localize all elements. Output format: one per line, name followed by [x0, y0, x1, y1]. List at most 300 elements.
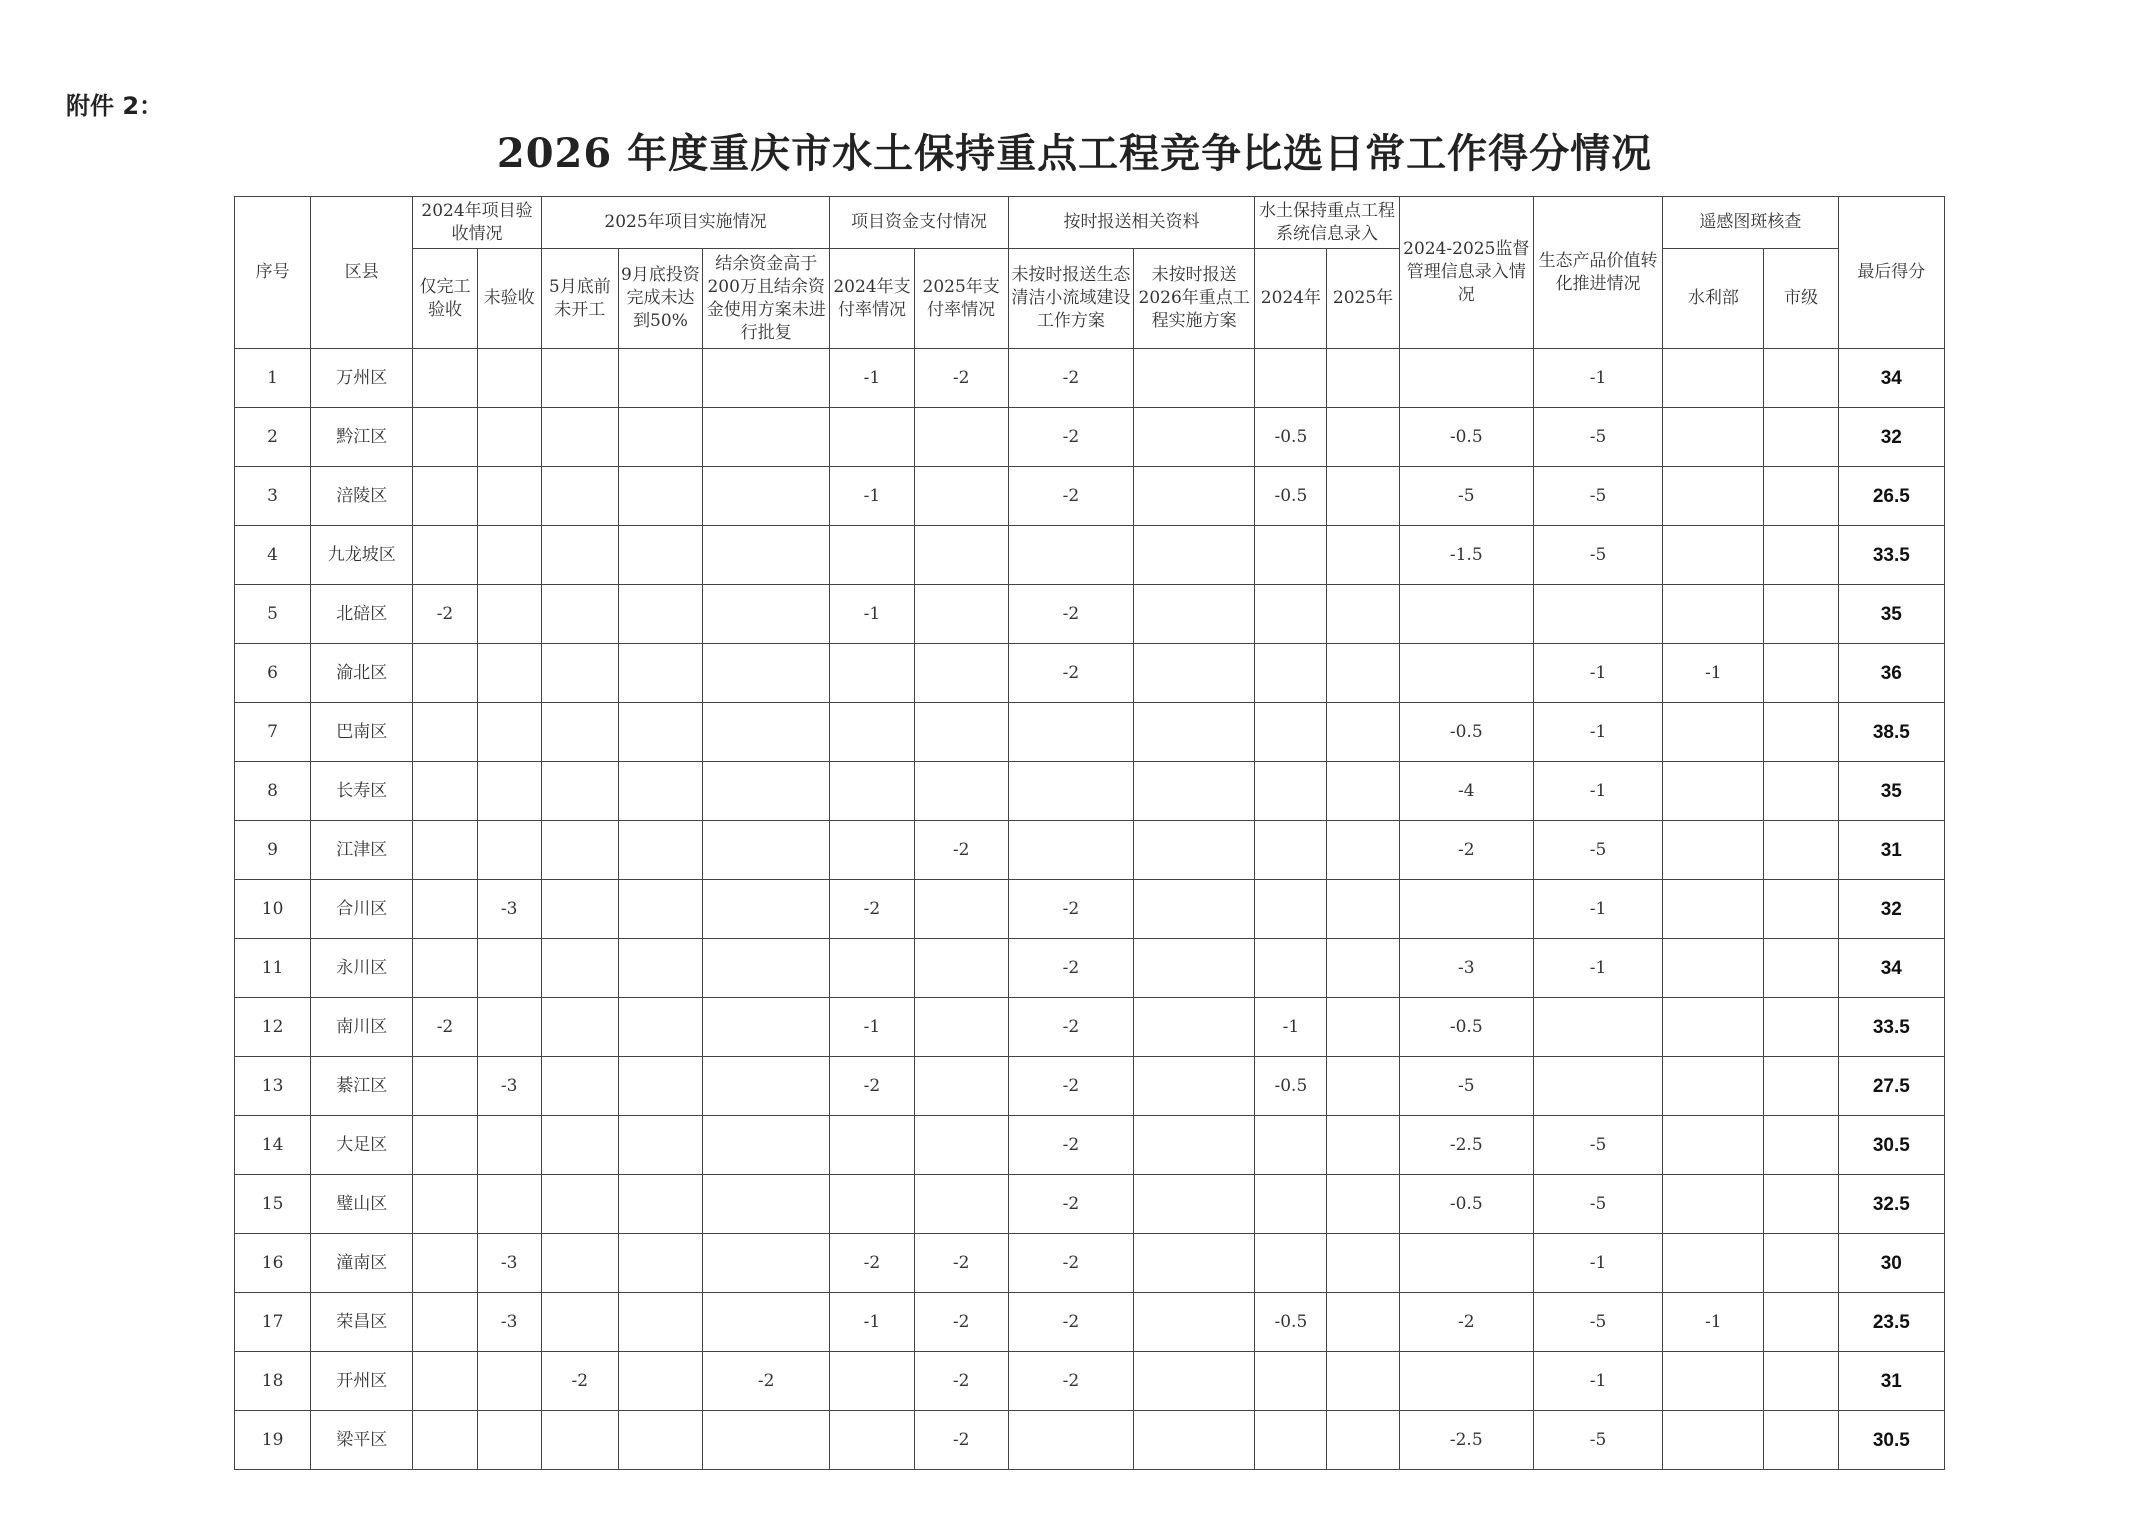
score-cell	[1134, 1057, 1255, 1116]
score-cell	[1327, 939, 1399, 998]
table-row	[235, 408, 1945, 467]
final-score-cell: 32	[1838, 880, 1944, 939]
score-cell	[1327, 1293, 1399, 1352]
score-cell	[1255, 349, 1327, 408]
score-cell	[1663, 585, 1764, 644]
score-cell	[1134, 762, 1255, 821]
score-cell	[477, 349, 541, 408]
score-cell: -5	[1533, 526, 1662, 585]
score-cell	[914, 1175, 1008, 1234]
table-row	[235, 703, 1945, 762]
score-cell: -5	[1533, 1175, 1662, 1234]
score-cell	[1255, 703, 1327, 762]
district-cell: 大足区	[311, 1116, 413, 1175]
score-cell	[1399, 349, 1533, 408]
score-cell	[1134, 1352, 1255, 1411]
score-cell	[830, 526, 914, 585]
score-cell	[1764, 408, 1838, 467]
score-cell	[914, 880, 1008, 939]
score-cell	[413, 526, 477, 585]
score-cell	[1533, 1057, 1662, 1116]
score-cell	[1764, 880, 1838, 939]
table-row	[235, 1293, 1945, 1352]
score-cell	[1008, 762, 1133, 821]
header-sys-2024: 2024年	[1255, 249, 1327, 349]
score-cell	[1255, 762, 1327, 821]
score-cell	[541, 526, 618, 585]
score-cell	[477, 1352, 541, 1411]
score-cell	[914, 408, 1008, 467]
score-cell	[1327, 585, 1399, 644]
score-cell: -0.5	[1399, 408, 1533, 467]
district-cell: 璧山区	[311, 1175, 413, 1234]
score-cell: -1	[830, 467, 914, 526]
score-cell: -2	[1008, 998, 1133, 1057]
district-cell: 黔江区	[311, 408, 413, 467]
final-score-cell: 23.5	[1838, 1293, 1944, 1352]
score-cell	[541, 939, 618, 998]
score-cell	[1134, 349, 1255, 408]
score-cell	[703, 349, 830, 408]
score-cell: -0.5	[1255, 1293, 1327, 1352]
score-cell: -1	[1255, 998, 1327, 1057]
score-cell	[1399, 585, 1533, 644]
header-completed-only: 仅完工验收	[413, 249, 477, 349]
score-cell	[477, 762, 541, 821]
score-cell	[1134, 1175, 1255, 1234]
score-cell: -1	[830, 1293, 914, 1352]
score-cell	[1327, 408, 1399, 467]
score-cell: -1	[1663, 644, 1764, 703]
header-supervision-entry: 2024-2025监督管理信息录入情况	[1399, 197, 1533, 349]
score-cell	[1255, 821, 1327, 880]
final-score-cell: 30.5	[1838, 1116, 1944, 1175]
score-cell	[1663, 762, 1764, 821]
score-cell	[1327, 1234, 1399, 1293]
score-cell	[618, 1411, 702, 1470]
header-surplus-funds: 结余资金高于200万且结余资金使用方案未进行批复	[703, 249, 830, 349]
score-cell	[413, 762, 477, 821]
score-cell: -3	[477, 880, 541, 939]
score-cell	[1663, 1175, 1764, 1234]
score-cell: -2	[914, 349, 1008, 408]
score-cell	[1399, 1352, 1533, 1411]
header-pay-2024: 2024年支付率情况	[830, 249, 914, 349]
district-cell: 涪陵区	[311, 467, 413, 526]
district-cell: 开州区	[311, 1352, 413, 1411]
final-score-cell: 31	[1838, 1352, 1944, 1411]
score-cell: -2.5	[1399, 1411, 1533, 1470]
final-score-cell: 30	[1838, 1234, 1944, 1293]
score-cell	[1764, 585, 1838, 644]
score-cell	[1764, 467, 1838, 526]
score-cell: -5	[1533, 821, 1662, 880]
district-cell: 北碚区	[311, 585, 413, 644]
score-cell: -5	[1399, 467, 1533, 526]
score-cell	[1764, 821, 1838, 880]
score-cell	[703, 408, 830, 467]
score-cell	[703, 880, 830, 939]
score-cell	[1255, 1411, 1327, 1470]
score-cell	[477, 998, 541, 1057]
table-row	[235, 762, 1945, 821]
score-cell: -2	[1008, 1057, 1133, 1116]
score-cell	[413, 1293, 477, 1352]
score-cell	[830, 644, 914, 703]
score-cell	[1663, 408, 1764, 467]
final-score-cell: 32	[1838, 408, 1944, 467]
score-cell: -2	[1008, 467, 1133, 526]
score-cell: -1	[1533, 939, 1662, 998]
seq-cell: 6	[235, 644, 311, 703]
district-cell: 潼南区	[311, 1234, 413, 1293]
score-cell: -1	[1533, 880, 1662, 939]
score-cell	[914, 467, 1008, 526]
score-cell: -2	[830, 1234, 914, 1293]
district-cell: 梁平区	[311, 1411, 413, 1470]
seq-cell: 1	[235, 349, 311, 408]
district-cell: 长寿区	[311, 762, 413, 821]
table-row	[235, 349, 1945, 408]
score-cell	[413, 467, 477, 526]
score-cell	[1764, 1234, 1838, 1293]
score-cell	[477, 585, 541, 644]
score-cell	[830, 821, 914, 880]
score-cell	[541, 408, 618, 467]
score-cell	[703, 1411, 830, 1470]
seq-cell: 18	[235, 1352, 311, 1411]
score-cell	[541, 880, 618, 939]
score-cell	[703, 939, 830, 998]
score-cell	[541, 998, 618, 1057]
score-cell	[1255, 1116, 1327, 1175]
score-cell	[1764, 1352, 1838, 1411]
table-row	[235, 526, 1945, 585]
score-cell	[1663, 1234, 1764, 1293]
score-cell: -5	[1533, 1411, 1662, 1470]
district-cell: 渝北区	[311, 644, 413, 703]
header-seq: 序号	[235, 197, 311, 349]
score-cell	[477, 467, 541, 526]
score-cell	[1663, 880, 1764, 939]
score-cell: -2	[914, 1352, 1008, 1411]
score-cell	[541, 585, 618, 644]
score-cell	[618, 585, 702, 644]
score-cell	[477, 703, 541, 762]
score-cell	[830, 703, 914, 762]
score-cell: -1	[1533, 762, 1662, 821]
score-cell	[1134, 1116, 1255, 1175]
score-cell	[1008, 703, 1133, 762]
score-cell	[1255, 585, 1327, 644]
header-not-accepted: 未验收	[477, 249, 541, 349]
final-score-cell: 30.5	[1838, 1411, 1944, 1470]
score-cell	[703, 1234, 830, 1293]
score-cell	[1327, 1352, 1399, 1411]
score-cell	[1134, 1293, 1255, 1352]
score-cell	[1255, 880, 1327, 939]
score-cell	[1008, 526, 1133, 585]
seq-cell: 19	[235, 1411, 311, 1470]
score-cell	[477, 526, 541, 585]
score-cell	[703, 762, 830, 821]
score-cell: -2	[541, 1352, 618, 1411]
score-cell	[1764, 703, 1838, 762]
final-score-cell: 26.5	[1838, 467, 1944, 526]
score-cell: -2	[1008, 1234, 1133, 1293]
score-cell	[914, 703, 1008, 762]
district-cell: 巴南区	[311, 703, 413, 762]
score-cell	[618, 1175, 702, 1234]
score-cell	[618, 1057, 702, 1116]
table-row	[235, 1116, 1945, 1175]
score-cell	[413, 1411, 477, 1470]
score-cell: -0.5	[1255, 1057, 1327, 1116]
score-cell: -2	[1399, 1293, 1533, 1352]
score-cell	[830, 1175, 914, 1234]
score-cell	[541, 1234, 618, 1293]
score-cell	[541, 1116, 618, 1175]
header-2025-implementation: 2025年项目实施情况	[541, 197, 830, 249]
score-cell	[914, 1057, 1008, 1116]
score-cell: -0.5	[1255, 467, 1327, 526]
score-cell: -2	[914, 1234, 1008, 1293]
score-cell	[1764, 1057, 1838, 1116]
score-cell	[413, 349, 477, 408]
score-cell	[703, 1057, 830, 1116]
score-cell	[703, 467, 830, 526]
score-cell	[1327, 349, 1399, 408]
score-cell: -2	[413, 998, 477, 1057]
score-cell	[618, 1293, 702, 1352]
score-cell: -2	[914, 1293, 1008, 1352]
table-row	[235, 1411, 1945, 1470]
score-cell: -5	[1533, 408, 1662, 467]
score-cell	[541, 762, 618, 821]
header-sep-investment: 9月底投资完成未达到50%	[618, 249, 702, 349]
score-cell	[541, 349, 618, 408]
score-cell	[1327, 1411, 1399, 1470]
score-cell	[1533, 585, 1662, 644]
header-pay-2025: 2025年支付率情况	[914, 249, 1008, 349]
score-cell	[1764, 349, 1838, 408]
score-cell	[1327, 1057, 1399, 1116]
score-cell	[1663, 1411, 1764, 1470]
score-cell	[1327, 526, 1399, 585]
seq-cell: 17	[235, 1293, 311, 1352]
score-cell: -2	[914, 821, 1008, 880]
score-cell	[1134, 1411, 1255, 1470]
seq-cell: 11	[235, 939, 311, 998]
score-cell	[477, 408, 541, 467]
score-cell	[1327, 821, 1399, 880]
seq-cell: 15	[235, 1175, 311, 1234]
score-cell	[477, 644, 541, 703]
score-cell	[703, 998, 830, 1057]
final-score-cell: 32.5	[1838, 1175, 1944, 1234]
score-cell	[618, 939, 702, 998]
score-cell	[1764, 644, 1838, 703]
table-row	[235, 1175, 1945, 1234]
score-cell	[618, 998, 702, 1057]
seq-cell: 2	[235, 408, 311, 467]
score-cell	[413, 939, 477, 998]
score-cell: -3	[1399, 939, 1533, 998]
score-cell	[413, 1057, 477, 1116]
final-score-cell: 38.5	[1838, 703, 1944, 762]
score-cell	[618, 1116, 702, 1175]
seq-cell: 3	[235, 467, 311, 526]
table-row	[235, 998, 1945, 1057]
score-cell	[1134, 998, 1255, 1057]
score-cell	[914, 526, 1008, 585]
score-cell	[703, 1116, 830, 1175]
score-cell	[477, 1175, 541, 1234]
seq-cell: 7	[235, 703, 311, 762]
score-cell	[914, 998, 1008, 1057]
score-cell	[1764, 998, 1838, 1057]
score-cell	[703, 703, 830, 762]
score-cell	[1134, 1234, 1255, 1293]
score-cell	[1663, 349, 1764, 408]
score-cell	[477, 939, 541, 998]
score-cell: -0.5	[1399, 703, 1533, 762]
header-mwr: 水利部	[1663, 249, 1764, 349]
header-report-materials: 按时报送相关资料	[1008, 197, 1255, 249]
score-cell: -2	[1008, 1175, 1133, 1234]
score-cell: -2	[830, 880, 914, 939]
score-cell: -2	[1008, 939, 1133, 998]
header-report-2026-plan: 未按时报送2026年重点工程实施方案	[1134, 249, 1255, 349]
score-cell	[1327, 998, 1399, 1057]
score-cell	[618, 821, 702, 880]
district-cell: 合川区	[311, 880, 413, 939]
score-cell	[703, 1293, 830, 1352]
header-2024-acceptance: 2024年项目验收情况	[413, 197, 541, 249]
score-cell	[830, 1411, 914, 1470]
score-cell	[1134, 526, 1255, 585]
score-cell	[541, 1175, 618, 1234]
score-cell: -5	[1533, 1293, 1662, 1352]
final-score-cell: 34	[1838, 939, 1944, 998]
score-cell: -2	[413, 585, 477, 644]
score-cell: -1	[1533, 1352, 1662, 1411]
final-score-cell: 33.5	[1838, 526, 1944, 585]
score-cell	[1327, 762, 1399, 821]
seq-cell: 4	[235, 526, 311, 585]
score-table	[234, 196, 1945, 1470]
score-cell	[703, 644, 830, 703]
score-cell	[618, 408, 702, 467]
score-cell	[1255, 1175, 1327, 1234]
final-score-cell: 35	[1838, 762, 1944, 821]
district-cell: 江津区	[311, 821, 413, 880]
score-cell: -1	[830, 349, 914, 408]
score-cell	[413, 1116, 477, 1175]
table-row	[235, 585, 1945, 644]
final-score-cell: 34	[1838, 349, 1944, 408]
seq-cell: 16	[235, 1234, 311, 1293]
score-cell	[1134, 585, 1255, 644]
score-cell: -2	[1008, 408, 1133, 467]
score-cell	[1134, 467, 1255, 526]
score-cell: -2.5	[1399, 1116, 1533, 1175]
score-cell	[1399, 644, 1533, 703]
score-cell: -1	[830, 585, 914, 644]
attachment-label: 附件 2：	[66, 92, 164, 120]
score-cell	[703, 821, 830, 880]
score-cell: -5	[1533, 1116, 1662, 1175]
score-cell: -2	[1399, 821, 1533, 880]
score-cell	[477, 821, 541, 880]
score-cell: -0.5	[1255, 408, 1327, 467]
score-cell	[541, 1057, 618, 1116]
score-cell	[413, 1234, 477, 1293]
table-row	[235, 1057, 1945, 1116]
score-cell	[1663, 821, 1764, 880]
seq-cell: 14	[235, 1116, 311, 1175]
score-cell	[703, 1175, 830, 1234]
table-row	[235, 939, 1945, 998]
score-cell: -3	[477, 1057, 541, 1116]
score-cell	[1008, 1411, 1133, 1470]
score-cell	[1663, 998, 1764, 1057]
header-sys-2025: 2025年	[1327, 249, 1399, 349]
score-cell	[830, 1116, 914, 1175]
final-score-cell: 35	[1838, 585, 1944, 644]
score-cell	[1533, 998, 1662, 1057]
score-cell: -0.5	[1399, 998, 1533, 1057]
score-cell	[477, 1411, 541, 1470]
score-cell	[1134, 939, 1255, 998]
score-cell	[413, 703, 477, 762]
score-cell	[541, 467, 618, 526]
page-title: 2026 年度重庆市水土保持重点工程竞争比选日常工作得分情况	[496, 130, 1653, 177]
score-cell	[1663, 703, 1764, 762]
score-cell	[413, 1175, 477, 1234]
score-cell	[914, 939, 1008, 998]
score-cell: -2	[703, 1352, 830, 1411]
score-cell	[1134, 408, 1255, 467]
score-cell	[1663, 939, 1764, 998]
score-cell	[1764, 1293, 1838, 1352]
score-cell	[413, 880, 477, 939]
final-score-cell: 27.5	[1838, 1057, 1944, 1116]
score-cell: -2	[1008, 880, 1133, 939]
score-cell	[914, 762, 1008, 821]
score-cell	[1134, 821, 1255, 880]
score-cell: -2	[1008, 1293, 1133, 1352]
score-cell: -2	[1008, 644, 1133, 703]
seq-cell: 9	[235, 821, 311, 880]
header-system-entry: 水土保持重点工程系统信息录入	[1255, 197, 1399, 249]
table-row	[235, 821, 1945, 880]
score-cell	[618, 467, 702, 526]
score-cell	[1663, 1116, 1764, 1175]
score-cell	[1134, 703, 1255, 762]
header-eco-value: 生态产品价值转化推进情况	[1533, 197, 1662, 349]
score-cell	[618, 1352, 702, 1411]
district-cell: 綦江区	[311, 1057, 413, 1116]
score-cell: -1.5	[1399, 526, 1533, 585]
header-remote-sensing: 遥感图斑核查	[1663, 197, 1838, 249]
score-cell	[1663, 467, 1764, 526]
district-cell: 永川区	[311, 939, 413, 998]
seq-cell: 12	[235, 998, 311, 1057]
score-cell	[1327, 644, 1399, 703]
header-city: 市级	[1764, 249, 1838, 349]
score-cell	[830, 939, 914, 998]
